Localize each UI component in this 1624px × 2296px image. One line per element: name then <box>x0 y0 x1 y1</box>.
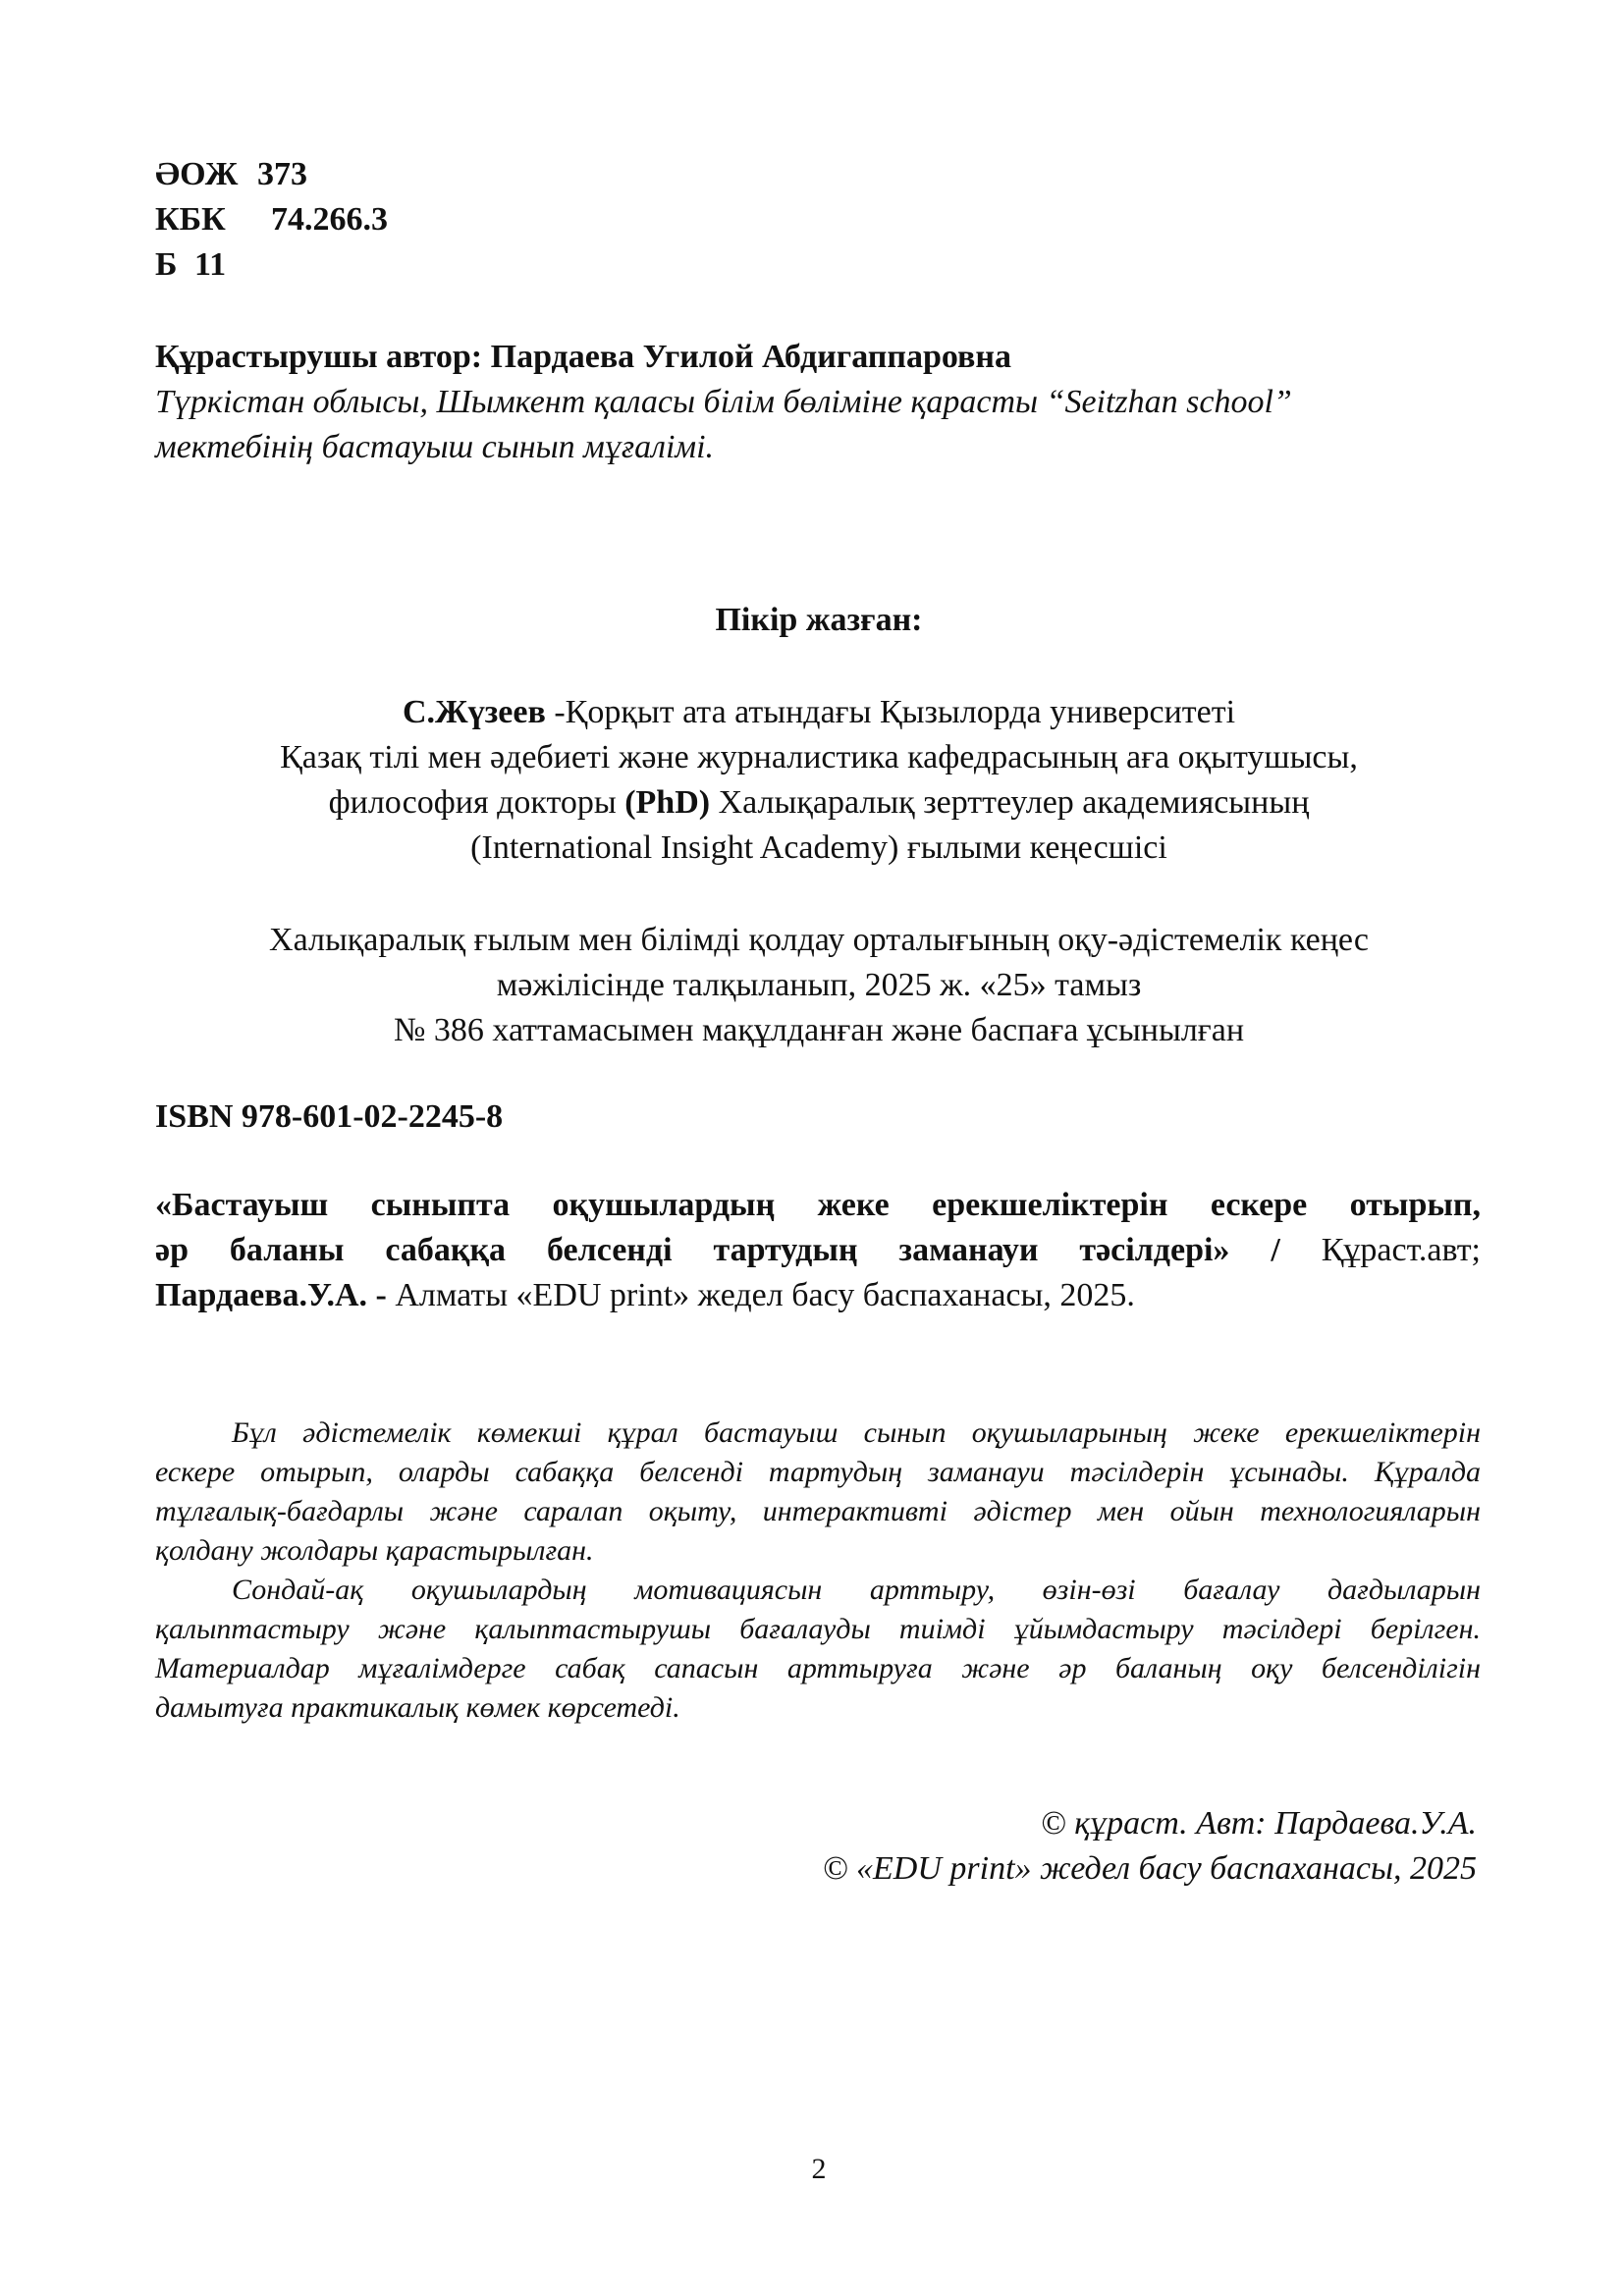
abstract-line-4: қолдану жолдары қарастырылған. <box>155 1534 594 1567</box>
abstract-line-5: Сондай-ақ оқушылардың мотивациясын арттыру, өзін-өзі бағалау дағдыларын <box>232 1574 1481 1606</box>
compiler-affiliation-2: мектебінің бастауыш сынып мұғалімі. <box>155 429 715 465</box>
author-mark-label: Б <box>155 246 178 283</box>
reviewer-phd: (PhD) <box>624 784 711 821</box>
citation-line-1: «Бастауыш сыныпта оқушылардың жеке ерекшеліктерін ескере отырып, <box>155 1187 1481 1223</box>
author-mark-value: 11 <box>194 246 227 283</box>
reviewer-academy: Халықаралық зерттеулер академиясының <box>710 784 1310 821</box>
author-mark-code <box>155 243 226 287</box>
reviewer-line-4: (International Insight Academy) ғылыми кеңесшісі <box>470 829 1167 866</box>
citation-title-end: әр баланы сабаққа белсенді тартудың заманауи тәсілдері» / <box>155 1232 1280 1268</box>
reviewer-degree: философия докторы <box>328 784 625 821</box>
reviewer-line-3 <box>157 781 1481 825</box>
udc-label: ӘОЖ <box>155 156 239 192</box>
copyright-author: © құраст. Авт: Пардаева.У.А. <box>1040 1805 1477 1842</box>
udc-value: 373 <box>257 156 307 192</box>
approval-line-1: Халықаралық ғылым мен білімді қолдау орталығының оқу-әдістемелік кеңес <box>269 922 1369 958</box>
compiler-name: Пардаева Угилой Абдигаппаровна <box>490 339 1011 375</box>
approval-line-3: № 386 хаттамасымен мақұлданған және баспаға ұсынылған <box>393 1012 1245 1048</box>
abstract-line-2: ескере отырып, оларды сабаққа белсенді тартудың заманауи тәсілдерін ұсынады. Құралда <box>155 1456 1481 1488</box>
compiler-affiliation-1: Түркістан облысы, Шымкент қаласы білім бөліміне қарасты “Seitzhan school” <box>155 384 1292 420</box>
approval-line-2: мәжілісінде талқыланып, 2025 ж. «25» тамыз <box>496 967 1142 1003</box>
citation-author: Пардаева.У.А. - <box>155 1277 387 1313</box>
abstract-line-3: тұлғалық-бағдарлы және саралап оқыту, интерактивті әдістер мен ойын технологияларын <box>155 1495 1481 1527</box>
abstract-line-8: дамытуға практикалық көмек көрсетеді. <box>155 1691 680 1724</box>
isbn: ISBN 978-601-02-2245-8 <box>155 1098 504 1135</box>
reviewer-affiliation: -Қорқыт ата атындағы Қызылорда университеті <box>545 694 1236 730</box>
udc-code <box>155 153 307 196</box>
lbc-label: КБК <box>155 201 226 238</box>
reviewer-name: С.Жүзеев <box>402 694 546 730</box>
compiler-line <box>155 336 1011 379</box>
abstract-line-1: Бұл әдістемелік көмекші құрал бастауыш сынып оқушыларының жеке ерекшеліктерін <box>232 1416 1481 1449</box>
citation-compiled: Құраст.авт; <box>1279 1232 1482 1268</box>
citation-line-2 <box>155 1229 1481 1272</box>
citation-publisher: Алматы «EDU print» жедел басу баспаханасы, 2025. <box>386 1277 1135 1313</box>
reviewer-heading: Пікір жазған: <box>715 602 923 638</box>
reviewer-line-2: Қазақ тілі мен әдебиеті және журналистика кафедрасының аға оқытушысы, <box>280 739 1358 775</box>
copyright-publisher: © «EDU print» жедел басу баспаханасы, 2025 <box>822 1850 1477 1887</box>
abstract-line-6: қалыптастыру және қалыптастырушы бағалауды тиімді ұйымдастыру тәсілдері берілген. <box>155 1613 1481 1645</box>
lbc-value: 74.266.3 <box>271 201 388 238</box>
reviewer-line-1 <box>157 691 1481 734</box>
page-number: 2 <box>811 2153 827 2185</box>
compiler-label: Құрастырушы автор: <box>155 339 483 375</box>
lbc-code <box>155 198 388 241</box>
abstract-line-7: Материалдар мұғалімдерге сабақ сапасын арттыруға және әр баланың оқу белсенділігін <box>155 1652 1481 1684</box>
citation-line-3 <box>155 1274 1135 1317</box>
